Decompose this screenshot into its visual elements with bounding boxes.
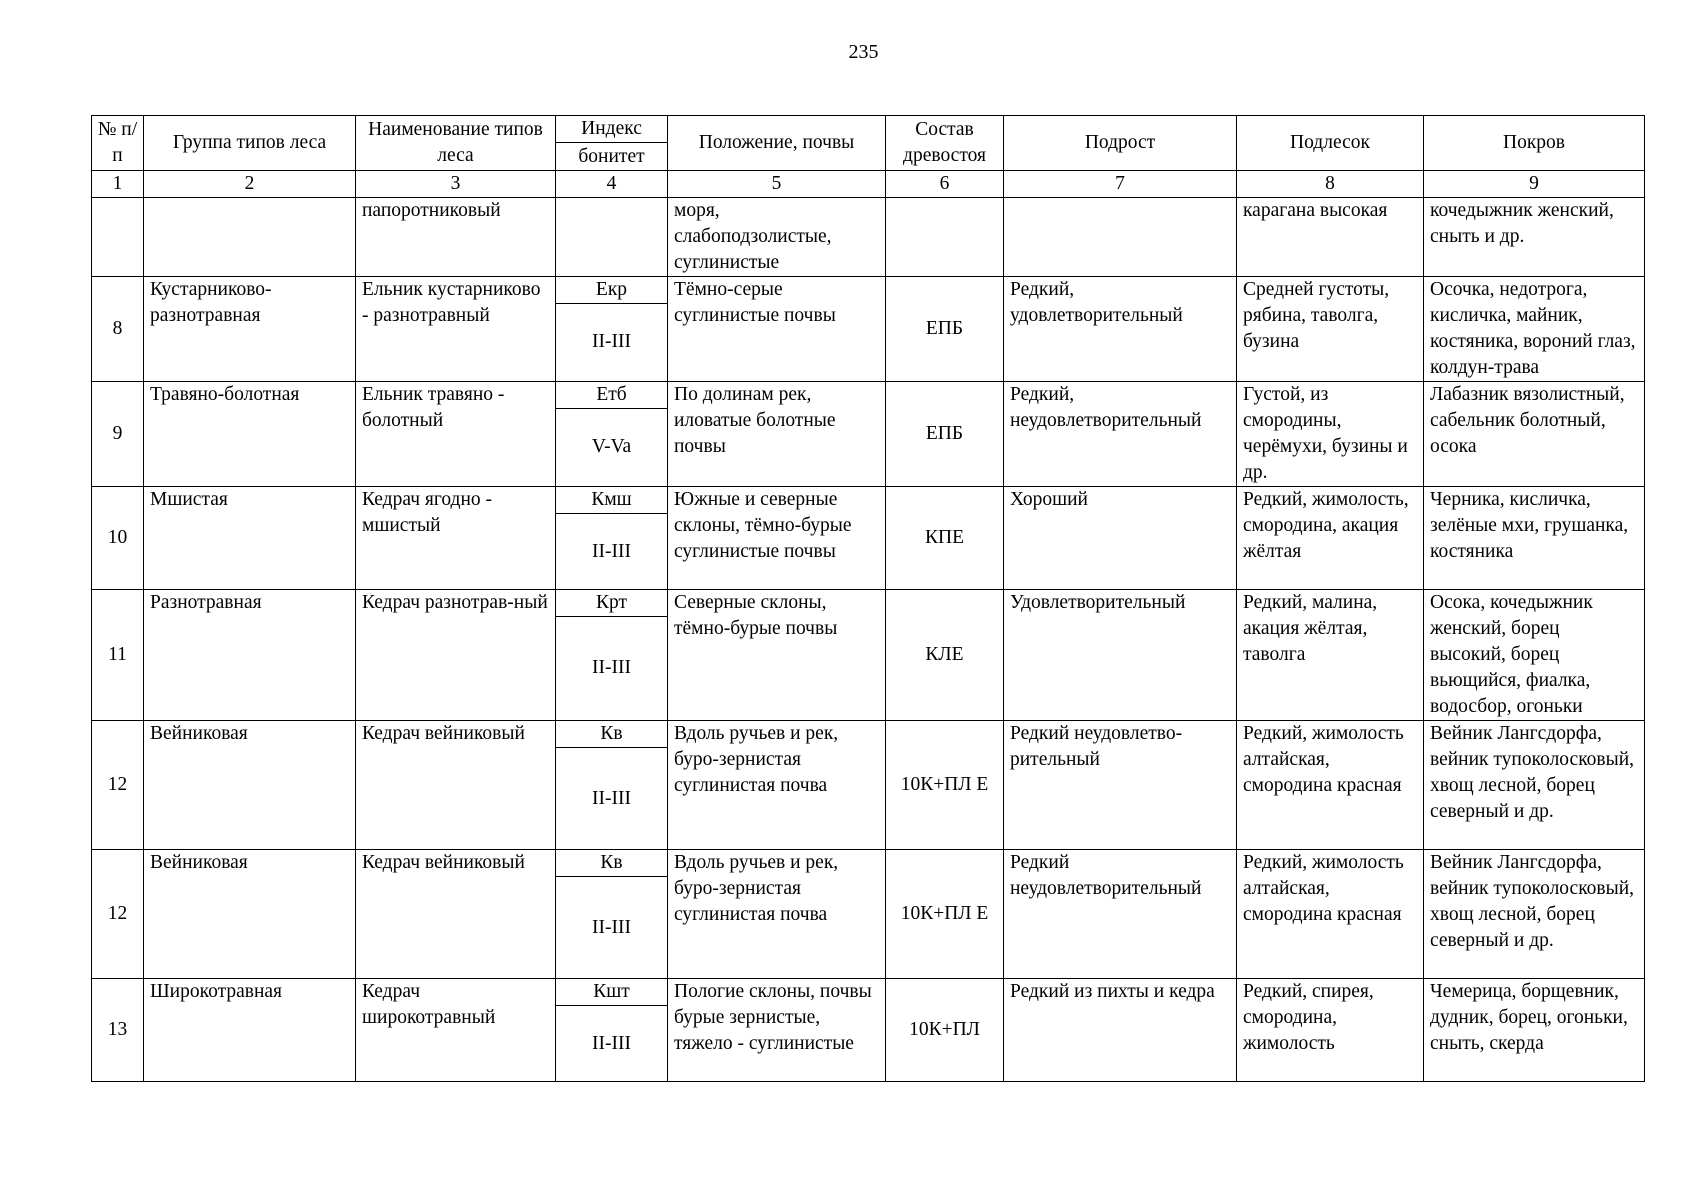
undergrowth-cell bbox=[1004, 198, 1237, 277]
column-number: 1 bbox=[92, 171, 144, 198]
underwood-cell: Густой, из смородины, черёмухи, бузины и др. bbox=[1237, 382, 1424, 487]
ground-cover-cell: Осочка, недотрога, кисличка, майник, костяника, вороний глаз, колдун-трава bbox=[1424, 277, 1645, 382]
forest-type-name-cell: Кедрач широкотравный bbox=[356, 979, 556, 1082]
forest-group-cell bbox=[144, 198, 356, 277]
row-number: 9 bbox=[92, 382, 144, 487]
header-index bbox=[556, 116, 668, 171]
table-row bbox=[92, 590, 1645, 721]
position-soil-cell: Вдоль ручьев и рек, буро-зернистая суглинистая почва bbox=[668, 721, 886, 850]
forest-index: Кмш bbox=[556, 487, 667, 514]
column-number: 6 bbox=[886, 171, 1004, 198]
column-number: 8 bbox=[1237, 171, 1424, 198]
table-row bbox=[92, 850, 1645, 979]
forest-index: Етб bbox=[556, 382, 667, 409]
index-bonitet-cell bbox=[556, 277, 668, 382]
column-number: 2 bbox=[144, 171, 356, 198]
forest-index: Кшт bbox=[556, 979, 667, 1006]
ground-cover-cell: Черника, кисличка, зелёные мхи, грушанка, костяника bbox=[1424, 487, 1645, 590]
underwood-cell: Редкий, жимолость алтайская, смородина красная bbox=[1237, 850, 1424, 979]
column-numbers-row bbox=[92, 171, 1645, 198]
page-number: 235 bbox=[848, 41, 879, 63]
ground-cover-cell: Вейник Лангсдорфа, вейник тупоколосковый, хвощ лесной, борец северный и др. bbox=[1424, 721, 1645, 850]
forest-group-cell: Разнотравная bbox=[144, 590, 356, 721]
header-index-bottom: бонитет bbox=[578, 145, 645, 167]
forest-index: Кв bbox=[556, 721, 667, 748]
index-bonitet-cell bbox=[556, 382, 668, 487]
header-name: Наименование типов леса bbox=[356, 116, 556, 171]
forest-type-name-cell: Кедрач разнотрав-ный bbox=[356, 590, 556, 721]
undergrowth-cell: Редкий, удовлетворительный bbox=[1004, 277, 1237, 382]
stand-composition-cell: ЕПБ bbox=[886, 382, 1004, 487]
ground-cover-cell: Осока, кочедыжник женский, борец высокий, борец вьющийся, фиалка, водосбор, огоньки bbox=[1424, 590, 1645, 721]
header-position: Положение, почвы bbox=[668, 116, 886, 171]
underwood-cell: Редкий, малина, акация жёлтая, таволга bbox=[1237, 590, 1424, 721]
ground-cover-cell: кочедыжник женский, сныть и др. bbox=[1424, 198, 1645, 277]
bonitet-class: II-III bbox=[592, 916, 631, 938]
column-number: 7 bbox=[1004, 171, 1237, 198]
table-row bbox=[92, 721, 1645, 850]
header-composition: Состав древостоя bbox=[886, 116, 1004, 171]
column-number: 9 bbox=[1424, 171, 1645, 198]
bonitet-class: II-III bbox=[592, 656, 631, 678]
stand-composition-cell bbox=[886, 198, 1004, 277]
bonitet-class: II-III bbox=[592, 540, 631, 562]
stand-composition-cell: 10К+ПЛ Е bbox=[886, 850, 1004, 979]
position-soil-cell: Северные склоны, тёмно-бурые почвы bbox=[668, 590, 886, 721]
ground-cover-cell: Чемерица, борщевник, дудник, борец, огоньки, сныть, скерда bbox=[1424, 979, 1645, 1082]
position-soil-cell: По долинам рек, иловатые болотные почвы bbox=[668, 382, 886, 487]
ground-cover-cell: Лабазник вязолистный, сабельник болотный, осока bbox=[1424, 382, 1645, 487]
position-soil-cell: Южные и северные склоны, тёмно-бурые суглинистые почвы bbox=[668, 487, 886, 590]
forest-index: Кв bbox=[556, 850, 667, 877]
underwood-cell: Средней густоты, рябина, таволга, бузина bbox=[1237, 277, 1424, 382]
forest-types-table bbox=[91, 115, 1645, 1082]
header-underwood: Подлесок bbox=[1237, 116, 1424, 171]
stand-composition-cell: 10К+ПЛ bbox=[886, 979, 1004, 1082]
ground-cover-cell: Вейник Лангсдорфа, вейник тупоколосковый, хвощ лесной, борец северный и др. bbox=[1424, 850, 1645, 979]
column-number: 5 bbox=[668, 171, 886, 198]
index-bonitet-cell bbox=[556, 850, 668, 979]
row-number: 12 bbox=[92, 721, 144, 850]
stand-composition-cell: КЛЕ bbox=[886, 590, 1004, 721]
bonitet-class: II-III bbox=[592, 330, 631, 352]
position-soil-cell: Вдоль ручьев и рек, буро-зернистая суглинистая почва bbox=[668, 850, 886, 979]
forest-type-name-cell: Кедрач вейниковый bbox=[356, 721, 556, 850]
bonitet-class: II-III bbox=[592, 1032, 631, 1054]
forest-group-cell: Кустарниково-разнотравная bbox=[144, 277, 356, 382]
stand-composition-cell: КПЕ bbox=[886, 487, 1004, 590]
forest-group-cell: Травяно-болотная bbox=[144, 382, 356, 487]
row-number: 8 bbox=[92, 277, 144, 382]
bonitet-class: II-III bbox=[592, 787, 631, 809]
row-number: 11 bbox=[92, 590, 144, 721]
row-number: 13 bbox=[92, 979, 144, 1082]
forest-group-cell: Вейниковая bbox=[144, 721, 356, 850]
index-bonitet-cell bbox=[556, 721, 668, 850]
bonitet-class: V-Va bbox=[591, 435, 632, 457]
forest-type-name-cell: Кедрач ягодно - мшистый bbox=[356, 487, 556, 590]
table-row bbox=[92, 198, 1645, 277]
header-group: Группа типов леса bbox=[144, 116, 356, 171]
underwood-cell: Редкий, жимолость алтайская, смородина красная bbox=[1237, 721, 1424, 850]
forest-index: Екр bbox=[556, 277, 667, 304]
position-soil-cell: Пологие склоны, почвы бурые зернистые, тяжело - суглинистые bbox=[668, 979, 886, 1082]
forest-group-cell: Широкотравная bbox=[144, 979, 356, 1082]
row-number: 12 bbox=[92, 850, 144, 979]
index-bonitet-cell bbox=[556, 198, 668, 277]
undergrowth-cell: Редкий неудовлетво-рительный bbox=[1004, 721, 1237, 850]
header-num: № п/п bbox=[92, 116, 144, 171]
forest-type-name-cell: Ельник кустарниково - разнотравный bbox=[356, 277, 556, 382]
underwood-cell: Редкий, жимолость, смородина, акация жёлтая bbox=[1237, 487, 1424, 590]
stand-composition-cell: 10К+ПЛ Е bbox=[886, 721, 1004, 850]
position-soil-cell: Тёмно-серые суглинистые почвы bbox=[668, 277, 886, 382]
header-undergrowth: Подрост bbox=[1004, 116, 1237, 171]
index-bonitet-cell bbox=[556, 979, 668, 1082]
underwood-cell: карагана высокая bbox=[1237, 198, 1424, 277]
row-number: 10 bbox=[92, 487, 144, 590]
table-row bbox=[92, 277, 1645, 382]
header-cover: Покров bbox=[1424, 116, 1645, 171]
undergrowth-cell: Удовлетворительный bbox=[1004, 590, 1237, 721]
undergrowth-cell: Редкий из пихты и кедра bbox=[1004, 979, 1237, 1082]
index-bonitet-cell bbox=[556, 487, 668, 590]
stand-composition-cell: ЕПБ bbox=[886, 277, 1004, 382]
undergrowth-cell: Хороший bbox=[1004, 487, 1237, 590]
header-row bbox=[92, 116, 1645, 171]
header-index-top: Индекс bbox=[556, 116, 667, 143]
row-number bbox=[92, 198, 144, 277]
column-number: 3 bbox=[356, 171, 556, 198]
position-soil-cell: моря, слабоподзолистые, суглинистые bbox=[668, 198, 886, 277]
column-number: 4 bbox=[556, 171, 668, 198]
index-bonitet-cell bbox=[556, 590, 668, 721]
table-row bbox=[92, 979, 1645, 1082]
forest-type-name-cell: Ельник травяно - болотный bbox=[356, 382, 556, 487]
underwood-cell: Редкий, спирея, смородина, жимолость bbox=[1237, 979, 1424, 1082]
table-row bbox=[92, 487, 1645, 590]
forest-type-name-cell: папоротниковый bbox=[356, 198, 556, 277]
undergrowth-cell: Редкий, неудовлетворительный bbox=[1004, 382, 1237, 487]
forest-index: Крт bbox=[556, 590, 667, 617]
forest-group-cell: Мшистая bbox=[144, 487, 356, 590]
table-row bbox=[92, 382, 1645, 487]
undergrowth-cell: Редкий неудовлетворительный bbox=[1004, 850, 1237, 979]
forest-group-cell: Вейниковая bbox=[144, 850, 356, 979]
forest-type-name-cell: Кедрач вейниковый bbox=[356, 850, 556, 979]
